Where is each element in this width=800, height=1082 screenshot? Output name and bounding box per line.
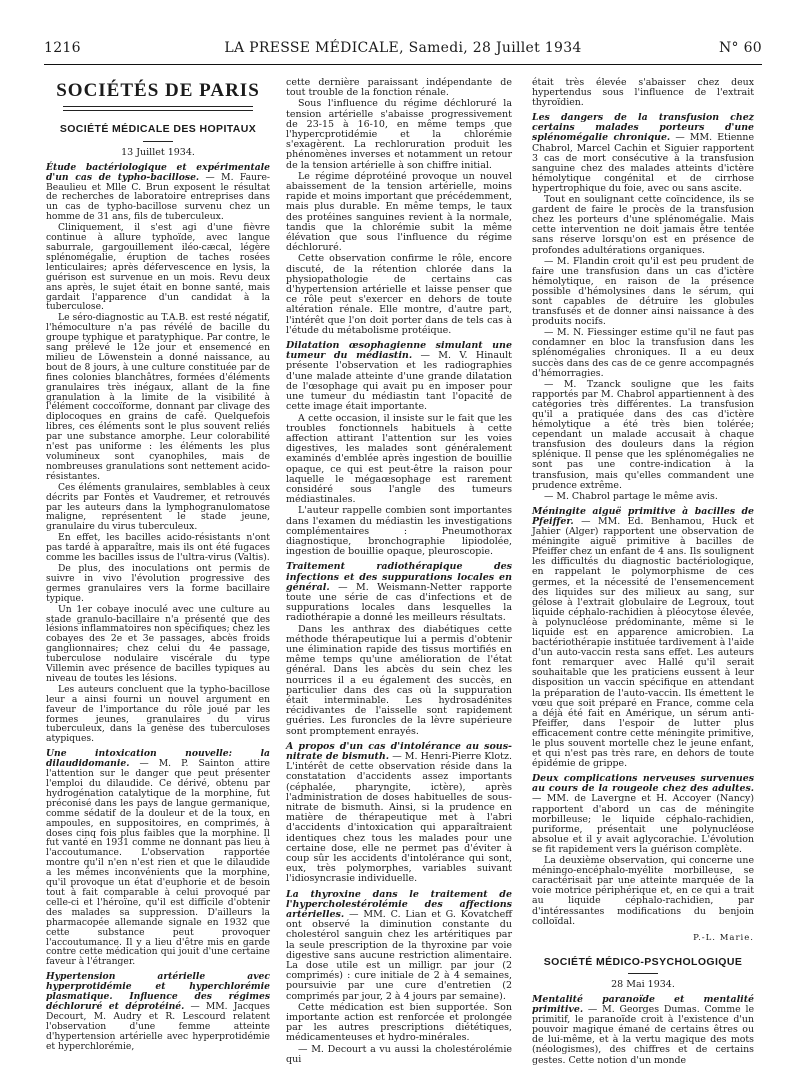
article-paragraph: Mentalité paranoïde et mentalité primitive. — M. Georges Dumas. Comme le primitif, le paranoïde croit à l'existence d'un pouvoir magique émané de certains êtres ou de lui-même, et à la vertu magique des mots (néologismes), des chiffres et de certains gestes. Cette notion d'un monde <box>532 993 754 1066</box>
issue-number: N° 60 <box>718 40 762 56</box>
article-paragraph: Cliniquement, il s'est agi d'une fièvre continue à allure typhoïde, avec langue saburrale, gargouillement iléo-cæcal, légère splénomégalie, éruption de taches rosées lenticulaires; après défervescence en lysis, la guérison est survenue en un mois. Revu deux ans après, le sujet était en bonne santé, mais gardait l'apparence d'un candidat à la tuberculose. <box>46 222 270 313</box>
society-heading: SOCIÉTÉ MÉDICO-PSYCHOLOGIQUE <box>543 955 743 968</box>
article-paragraph: De plus, des inoculations ont permis de suivre in vivo l'évolution progressive des germes granulaires vers la forme bacillaire typique. <box>46 562 270 604</box>
article-title: La thyroxine dans le traitement de l'hypercholestérolémie des affections artérielles. <box>286 888 512 921</box>
section-title: SOCIÉTÉS DE PARIS <box>56 80 260 101</box>
article-paragraph: A cette occasion, il insiste sur le fait que les troubles fonctionnels habituels à cette affection attirant l'attention sur les voies digestives, les malades sont généralement examinés d'emblée après ingestion de bouillie opaque, ce qui est peut-être la raison pour laquelle le mégaœsophage est rarement considéré sous l'angle des tumeurs médiastinales. <box>286 412 512 506</box>
article-paragraph: Dilatation œsophagienne simulant une tumeur du médiastin. — M. V. Hinault présente l'observation et les radiographies d'une malade atteinte d'une grande dilatation de l'œsophage qui avait pu en imposer pour une tumeur du médiastin tant l'opacité de cette image était importante. <box>286 340 512 413</box>
article-paragraph: — M. Decourt a vu aussi la cholestérolémie qui <box>286 1043 512 1065</box>
column-1 <box>46 78 270 1052</box>
article-paragraph: Le séro-diagnostic au T.A.B. est resté négatif, l'hémoculture n'a pas révélé de bacille du groupe typhique et paratyphique. Par contre, le sang prélevé le 12e jour et ensemencé en milieu de Löwenstein a donné naissance, au bout de 8 jours, à une culture constituée par de fines colonies blanchâtres, formées d'éléments granulaires très inégaux, allant de la fine granulation à la limite de la visibilité à l'élément coccoïforme, donnant par clivage des diplocoques en grains de café. Quelquefois libres, ces éléments sont le plus souvent reliés par une substance amorphe. Leur colorabilité n'est pas uniforme : les éléments les plus volumineux sont cyanophiles, mais de nombreuses granulations sont nettement acido-résistantes. <box>46 312 270 482</box>
article-paragraph: En effet, les bacilles acido-résistants n'ont pas tardé à apparaître, mais ils ont été fugaces comme les bacilles issus de l'ultra-virus (Valtis). <box>46 532 270 564</box>
article-paragraph: Les auteurs concluent que la typho-bacillose leur a ainsi fourni un nouvel argument en faveur de l'importance du rôle joué par les formes jeunes, granulaires du virus tuberculeux, dans la genèse des tuberculoses atypiques. <box>46 683 270 745</box>
article-paragraph: La deuxième observation, qui concerne une méningo-encéphalo-myélite morbilleuse, se caractérisait par une atteinte marquée de la voie motrice périphérique et, en ce qui a trait au liquide céphalo-rachidien, par d'intéressantes modifications du benjoin colloïdal. <box>532 855 754 927</box>
header-rule <box>44 64 762 65</box>
article-title: Hypertension artérielle avec hyperprotidémie et hyperchlorémie plasmatique. Influence des régimes déchloruré et déprotéiné. <box>46 971 270 1012</box>
article-title: Méningite aiguë primitive à bacilles de Pfeiffer. <box>532 505 754 527</box>
article-paragraph: Étude bactériologique et expérimentale d'un cas de typho-bacillose. — M. Faure-Beaulieu et Mlle C. Brun exposent le résultat de recherches de laboratoire entreprises dans un cas de typho-bacillose survenu chez un homme de 31 ans, fils de tuberculeux. <box>46 161 270 223</box>
article-title: A propos d'un cas d'intolérance au sous-nitrate de bismuth. <box>286 740 512 762</box>
article-title: Mentalité paranoïde et mentalité primitive. <box>532 993 754 1016</box>
column-3 <box>532 78 754 1067</box>
society-heading: SOCIÉTÉ MÉDICALE DES HOPITAUX <box>59 122 257 135</box>
session-date: 13 Juillet 1934. <box>121 146 195 158</box>
article-paragraph: — M. Flandin croit qu'il est peu prudent de faire une transfusion dans un cas d'ictère hémolytique, en raison de la présence possible d'hémolysines dans le sérum, qui sont capables de détruire les globules transfusés et de donner ainsi naissance à des produits nocifs. <box>532 255 754 328</box>
article-title: Étude bactériologique et expérimentale d'un cas de typho-bacillose. <box>46 161 270 183</box>
article-title: Dilatation œsophagienne simulant une tumeur du médiastin. <box>286 340 512 362</box>
article-paragraph: Tout en soulignant cette coïncidence, ils se gardent de faire le procès de la transfusion chez les porteurs d'une splénomégalie. Mais cette intervention ne doit jamais être tentée sans réserve lorsqu'on est en présence de profondes adultérations organiques. <box>532 194 754 256</box>
article-title: Une intoxication nouvelle: la dilaudidomanie. <box>46 748 270 770</box>
article-title: Les dangers de la transfusion chez certains malades porteurs d'une splénomégalie chronique. <box>532 112 754 144</box>
article-paragraph: Les dangers de la transfusion chez certains malades porteurs d'une splénomégalie chronique. — MM. Etienne Chabrol, Marcel Cachin et Siguier rapportent 3 cas de mort consécutive à la transfusion sanguine chez des malades atteints d'ictère hémolytique congénital et de cirrhose hypertrophique du foie, avec ou sans ascite. <box>532 112 754 194</box>
article-title: Traitement radiothérapique des infections et des suppurations locales en général. <box>286 561 512 593</box>
article-paragraph: — M. N. Fiessinger estime qu'il ne faut pas condamner en bloc la transfusion dans les splénomégalies chroniques. Il a eu deux succès dans des cas de ce genre accompagnés d'hémorragies. <box>532 327 754 379</box>
article-title: Deux complications nerveuses survenues au cours de la rougeole chez des adultes. <box>532 773 754 795</box>
article-paragraph: Méningite aiguë primitive à bacilles de Pfeiffer. — MM. Ed. Benhamou, Huck et Jahier (Alger) rapportent une observation de méningite aiguë primitive à bacilles de Pfeiffer chez un enfant de 4 ans. Ils soulignent les difficultés du diagnostic bactériologique, en rappelant le polymorphisme de ces germes, et la nécessité de l'ensemencement des liquides sur des milieux au sang, sur gélose à l'extrait globulaire de Legroux, tout liquide céphalo-rachidien à pléocytose élevée, à polynucléose prédominante, même si le liquide est en apparence amicrobien. La bactériothérapie instituée tardivement à l'aide d'un auto-vaccin resta sans effet. Les auteurs font remarquer avec Hallé qu'il serait souhaitable que les praticiens eussent à leur disposition un vaccin spécifique en attendant la préparation de l'auto-vaccin. Ils émettent le vœu que soit préparé en France, comme cela a déjà été fait en Amérique, un sérum anti-Pfeiffer, dans l'espoir de lutter plus efficacement contre cette méningite primitive, le plus souvent mortelle chez le jeune enfant, et qui n'est pas très rare, en dehors de toute épidémie de grippe. <box>532 505 754 770</box>
article-paragraph: L'auteur rappelle combien sont importantes dans l'examen du médiastin les investigations complémentaires : Pneumothorax diagnostique, bronchographie lipiodolée, ingestion de bouillie opaque, pleuroscopie. <box>286 505 512 558</box>
article-paragraph: Sous l'influence du régime déchloruré la tension artérielle s'abaisse progressivement de 23-15 à 16-10, en même temps que l'hypercprotidémie et la chlorémie s'exagèrent. La rechloruration produit les phénomènes inverses et notamment un retour de la tension artérielle à son chiffre initial. <box>286 98 512 171</box>
article-paragraph: Deux complications nerveuses survenues au cours de la rougeole chez des adultes. — MM. de Lavergne et H. Accoyer (Nancy) rapportent d'abord un cas de méningite morbilleuse; le liquide céphalo-rachidien, puriforme, présentait une polynucléose absolue et il y avait aglycorachie. L'évolution se fit rapidement vers la guérison complète. <box>532 773 754 855</box>
article-paragraph: Une intoxication nouvelle: la dilaudidomanie. — M. P. Sainton attire l'attention sur le danger que peut présenter l'emploi du dilaudide. Ce dérivé, obtenu par hydrogénation catalytique de la morphine, fut préconisé dans les pays de langue germanique, comme sédatif de la douleur et de la toux, en ampoules, en suppositoires, en comprimés, à doses cinq fois plus faibles que la morphine. Il fut vanté en 1931 comme ne donnant pas lieu à l'accoutumance. L'observation rapportée montre qu'il n'en n'est rien et que le dilaudide a les mêmes inconvénients que la morphine, qu'il provoque un état d'euphorie et de besoin tout à fait comparable à celui provoqué par celle-ci et l'héroïne, qu'il est difficile d'obtenir des malades sa suppression. D'ailleurs la pharmacopée allemande signale en 1932 que cette substance peut provoquer l'accoutumance. Il y a lieu d'être mis en garde contre cette médication qui jouit d'une certaine faveur à l'étranger. <box>46 748 270 968</box>
article-paragraph: — M. Tzanck souligne que les faits rapportés par M. Chabrol appartiennent à des catégories très différentes. La transfusion qu'il a pratiquée dans des cas d'ictère hémolytique a été très bien tolérée; cependant un malade accusait à chaque transfusion des douleurs dans la région splénique. Il pense que les splénomégalies ne sont pas une contre-indication à la transfusion, mais qu'elles commandent une prudence extrême. <box>532 378 754 491</box>
society-rule <box>628 973 658 974</box>
article-paragraph: Hypertension artérielle avec hyperprotidémie et hyperchlorémie plasmatique. Influence des régimes déchloruré et déprotéiné. — MM. Jacques Decourt, M. Audry et R. Lescourd relatent l'observation d'une femme atteinte d'hypertension artérielle avec hyperprotidémie et hyperchlorémie, <box>46 971 270 1052</box>
article-paragraph: Cette observation confirme le rôle, encore discuté, de la rétention chlorée dans la physiopathologie de certains cas d'hypertension artérielle et laisse penser que ce rôle peut s'exercer en dehors de toute altération rénale. Elle montre, d'autre part, l'intérêt que l'on doit porter dans de tels cas à l'étude du métabolisme protéique. <box>286 253 512 336</box>
session-date: 28 Mai 1934. <box>611 978 675 990</box>
society-rule <box>143 141 173 142</box>
article-paragraph: Ces éléments granulaires, semblables à ceux décrits par Fontès et Vaudremer, et retrouvés par les auteurs dans la lymphogranulomatose maligne, représentent le stade jeune, granulaire du virus tuberculeux. <box>46 481 270 533</box>
article-paragraph: cette dernière paraissant indépendante de tout trouble de la fonction rénale. <box>286 77 512 99</box>
article-paragraph: Le régime déprotéiné provoque un nouvel abaissement de la tension artérielle, moins rapide et moins important que précédemment, mais plus durable. En même temps, le taux des protéines sanguines revient à la normale, tandis que la chlorémie subit la même élévation que sous l'influence du régime déchloruré. <box>286 170 512 254</box>
journal-title: LA PRESSE MÉDICALE, Samedi, 28 Juillet 1934 <box>224 40 582 56</box>
page-header <box>44 40 762 62</box>
signature: P.-L. Marie. <box>693 932 754 943</box>
article-paragraph: Dans les anthrax des diabétiques cette méthode thérapeutique lui a permis d'obtenir une élimination rapide des tissus mortifiés en même temps qu'une amélioration de l'état général. Dans les abcès du sein chez les nourrices il a eu également des succès, en particulier dans des cas où la suppuration était interminable. Les hydrosadénites récidivantes de l'aisselle sont rapidement guéries. Les furoncles de la lèvre supérieure sont promptement enrayés. <box>286 623 512 737</box>
article-paragraph: Cette médication est bien supportée. Son importante action est renforcée et prolongée par les autres prescriptions diététiques, médicamenteuses et hydro-minérales. <box>286 1001 512 1044</box>
column-2 <box>286 78 512 1066</box>
article-paragraph: — M. Chabrol partage le même avis. <box>544 490 718 502</box>
title-double-rule <box>63 106 253 111</box>
article-paragraph: Un 1er cobaye inoculé avec une culture au stade granulo-bacillaire n'a présenté que des lésions inflammatoires non spécifiques; chez les cobayes des 2e et 3e passages, abcès froids ganglionnaires; chez celui du 4e passage, tuberculose nodulaire viscérale du type Villemin avec présence de bacilles typiques au niveau de toutes les lésions. <box>46 603 270 684</box>
article-paragraph: A propos d'un cas d'intolérance au sous-nitrate de bismuth. — M. Henri-Pierre Klotz. L'intérêt de cette observation réside dans la constatation d'accidents assez importants (céphalée, pharyngite, ictère), après l'administration de doses habituelles de sous-nitrate de bismuth. Ainsi, si la prudence en matière de thérapeutique met à l'abri d'accidents d'intoxication qui apparaîtraient identiques chez tous les malades pour une certaine dose, elle ne permet pas d'éviter à coup sûr les accidents d'intolérance qui sont, eux, très polymorphes, variables suivant l'idiosyncrasie individuelle. <box>286 740 512 885</box>
page-number: 1216 <box>44 40 81 56</box>
article-paragraph: était très élevée s'abaisser chez deux hypertendus sous l'influence de l'extrait thyroïdien. <box>532 77 754 109</box>
article-paragraph: La thyroxine dans le traitement de l'hypercholestérolémie des affections artérielles. — MM. C. Lian et G. Kovatcheff ont observé la diminution constante du cholestérol sanguin chez les artéritiques par la seule prescription de la thyroxine par voie digestive sans aucune restriction alimentaire. La dose utile est un milligr. par jour (2 comprimés) : cure initiale de 2 à 4 semaines, poursuivie par une cure d'entretien (2 comprimés par jour, 2 à 4 jours par semaine). <box>286 888 512 1002</box>
article-paragraph: Traitement radiothérapique des infections et des suppurations locales en général. — M. Weismann-Netter rapporte toute une série de cas d'infections et de suppurations locales dans lesquelles la radiothérapie a donné les meilleurs résultats. <box>286 561 512 624</box>
